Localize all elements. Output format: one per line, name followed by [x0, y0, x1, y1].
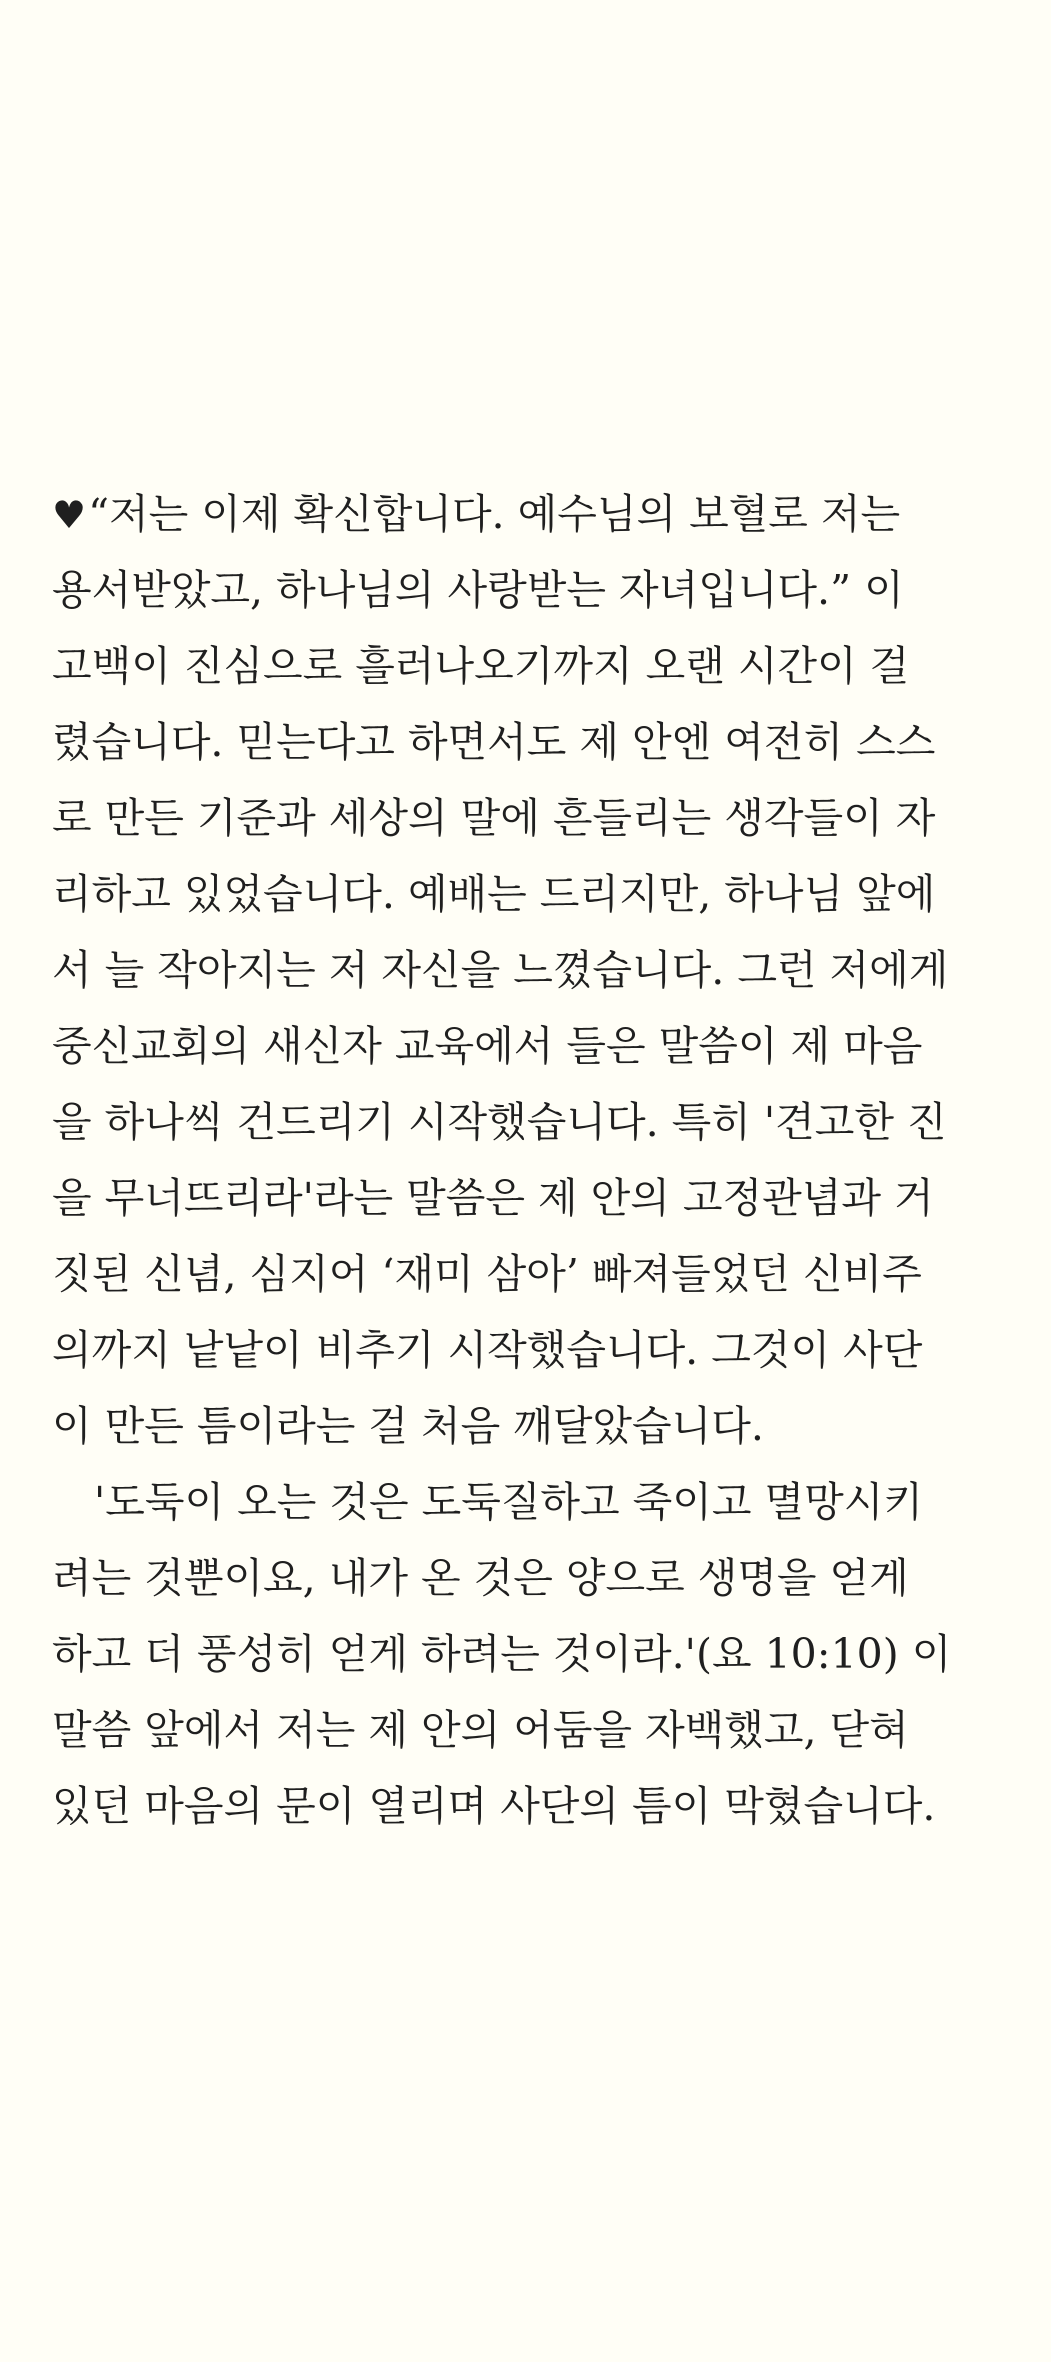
text-line: '도둑이 오는 것은 도둑질하고 죽이고 멸망시키: [94, 1478, 923, 1526]
text-line: 로 만든 기준과 세상의 말에 흔들리는 생각들이 자: [52, 794, 936, 842]
text-line: 하고 더 풍성히 얻게 하려는 것이라.'(요 10:10) 이: [52, 1630, 952, 1678]
text-line: 렸습니다. 믿는다고 하면서도 제 안엔 여전히 스스: [52, 718, 936, 766]
text-line: 서 늘 작아지는 저 자신을 느꼈습니다. 그런 저에게: [52, 946, 949, 994]
text-line: 중신교회의 새신자 교육에서 들은 말씀이 제 마음: [52, 1022, 923, 1070]
text-line: 말씀 앞에서 저는 제 안의 어둠을 자백했고, 닫혀: [52, 1706, 909, 1754]
text-line: 려는 것뿐이요, 내가 온 것은 양으로 생명을 얻게: [52, 1554, 909, 1602]
text-line: 의까지 낱낱이 비추기 시작했습니다. 그것이 사단: [52, 1326, 923, 1374]
line-text: “저는 이제 확신합니다. 예수님의 보혈로 저는: [88, 489, 901, 538]
text-line: 고백이 진심으로 흘러나오기까지 오랜 시간이 걸: [52, 642, 910, 690]
testimony-text: [52, 476, 1000, 1844]
text-line: 용서받았고, 하나님의 사랑받는 자녀입니다.” 이: [52, 566, 904, 614]
text-line: 을 무너뜨리라'라는 말씀은 제 안의 고정관념과 거: [52, 1174, 934, 1222]
text-line: 짓된 신념, 심지어 ‘재미 삼아’ 빠져들었던 신비주: [52, 1250, 922, 1298]
text-line: 을 하나씩 건드리기 시작했습니다. 특히 '견고한 진: [52, 1098, 947, 1146]
text-line: 이 만든 틈이라는 걸 처음 깨달았습니다.: [52, 1402, 764, 1450]
line-content: [52, 476, 900, 553]
text-line: 리하고 있었습니다. 예배는 드리지만, 하나님 앞에: [52, 870, 936, 918]
text-line: 있던 마음의 문이 열리며 사단의 틈이 막혔습니다.: [52, 1782, 936, 1830]
heart-icon: ♥: [52, 492, 87, 537]
text-line: [52, 476, 1000, 552]
